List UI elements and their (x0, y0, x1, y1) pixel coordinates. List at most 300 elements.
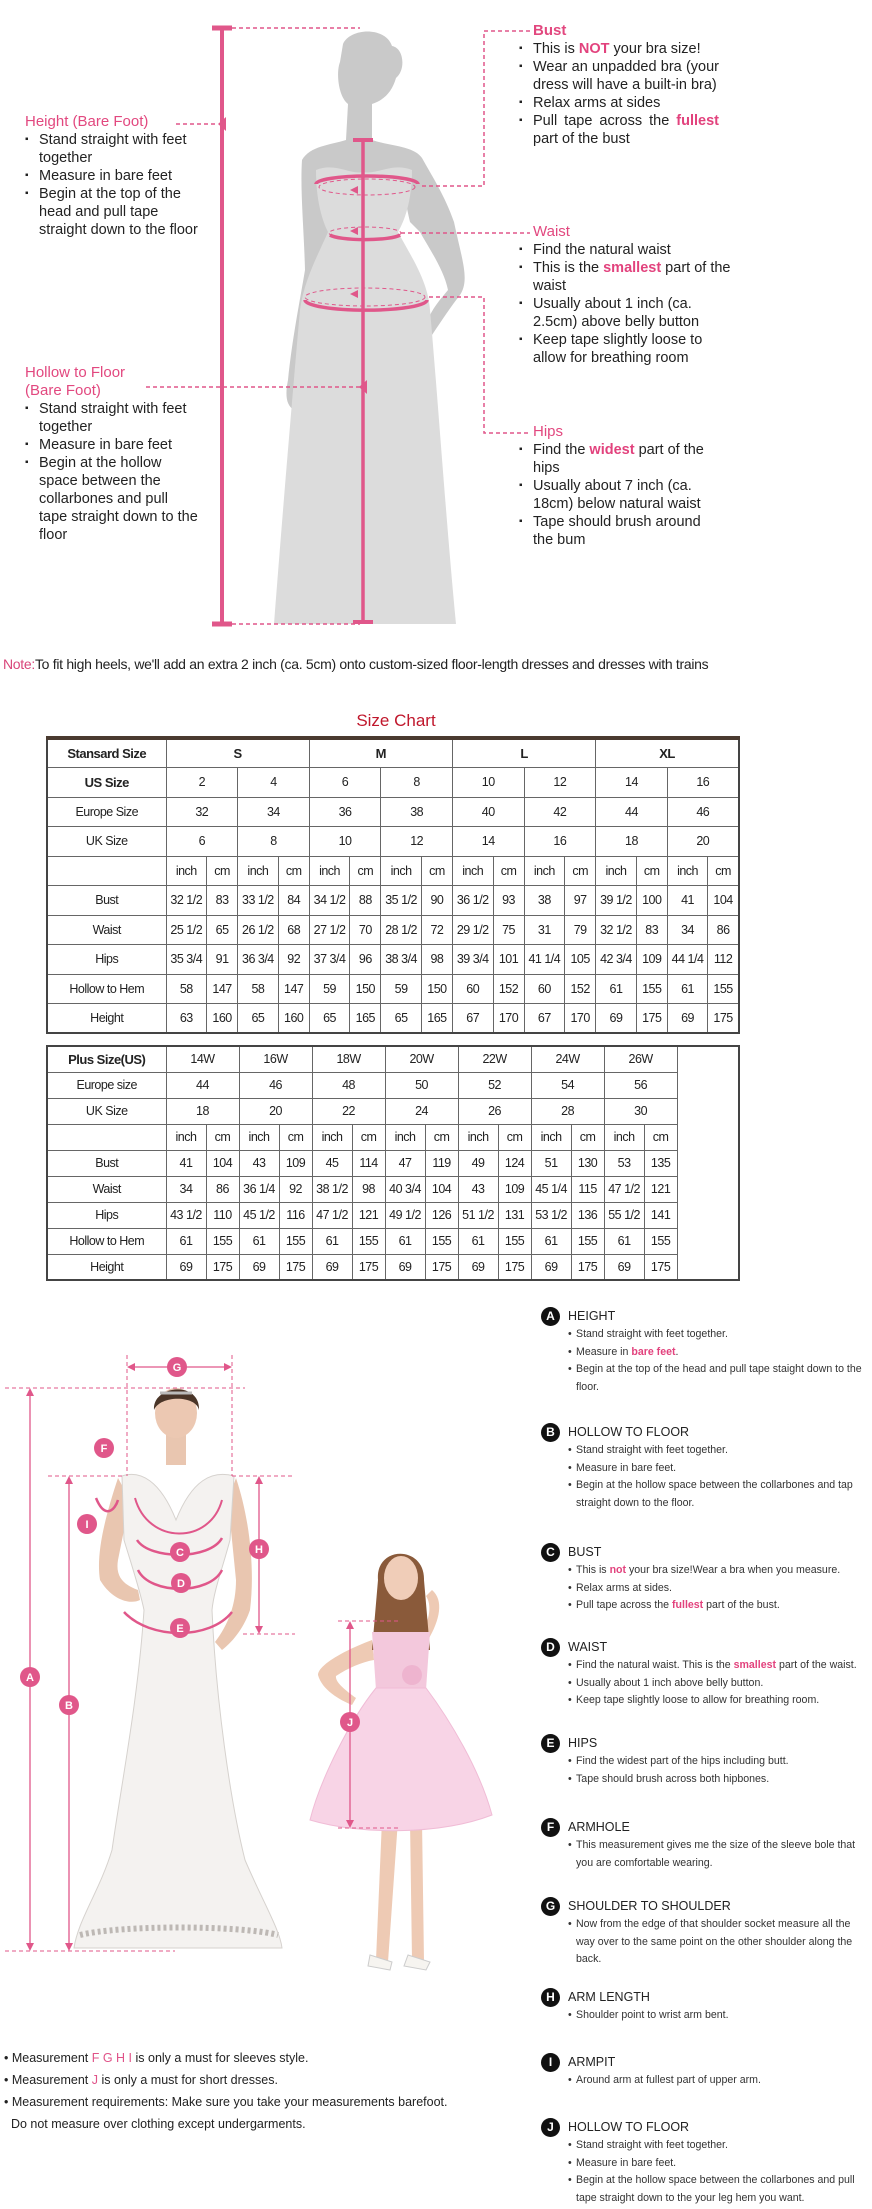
table-cell: 36 1/2 (452, 886, 493, 916)
list-item (568, 1580, 872, 1598)
table-cell: 8 (238, 827, 310, 857)
text-segment: Pull tape across the (533, 113, 677, 129)
header-label: Plus Size(US) (47, 1046, 166, 1072)
instruction-list (541, 1562, 872, 1615)
list-item (519, 295, 731, 331)
note-line (4, 2069, 447, 2091)
highlight-text: widest (589, 442, 635, 458)
table-cell: 30 (604, 1098, 677, 1124)
table-cell: 33 1/2 (238, 886, 279, 916)
text-segment: Find the natural waist (533, 242, 671, 258)
unit-cell: cm (644, 1124, 677, 1150)
table-cell: 29 1/2 (452, 915, 493, 945)
height-instructions (25, 113, 200, 239)
instruction-hollow-to-floor (541, 1422, 872, 1512)
instruction-list (541, 1326, 872, 1396)
table-cell: 101 (493, 945, 524, 975)
table-cell: 91 (207, 945, 238, 975)
table-cell: 136 (571, 1202, 604, 1228)
row-label: Bust (47, 886, 166, 916)
unit-cell: cm (206, 1124, 239, 1150)
table-cell: 61 (458, 1228, 498, 1254)
list-item (568, 1675, 872, 1693)
table-cell: 93 (493, 886, 524, 916)
text-segment: Measure in bare feet (39, 437, 172, 453)
text-segment: Usually about 1 inch above belly button. (576, 1676, 764, 1689)
text-segment: Pull tape across the (576, 1599, 672, 1611)
table-cell: 39 1/2 (596, 886, 637, 916)
unit-cell: inch (239, 1124, 279, 1150)
table-cell: 155 (279, 1228, 312, 1254)
text-segment: your bra size!Wear a bra when you measure. (626, 1564, 841, 1576)
list-item (519, 477, 719, 513)
table-row (47, 1004, 739, 1034)
table-cell: 58 (238, 974, 279, 1004)
bottom-notes (4, 2047, 447, 2135)
text-segment: • Measurement (4, 2073, 92, 2087)
unit-cell: cm (207, 856, 238, 886)
size-cell: 14W (166, 1046, 239, 1072)
text-segment: Keep tape slightly loose to allow for breathing room. (576, 1694, 820, 1706)
table-cell: 20 (667, 827, 739, 857)
text-segment: This measurement gives me the size of the sleeve bole that you are comfortable wearing. (576, 1839, 856, 1869)
list-item (568, 2007, 872, 2025)
instruction-title: ARM LENGTH (568, 1990, 650, 2004)
instruction-title: ARMPIT (568, 2055, 616, 2069)
text-segment: part of the waist (533, 260, 731, 294)
table-cell: 45 (312, 1150, 352, 1176)
table-cell: 54 (531, 1072, 604, 1098)
size-cell: 22W (458, 1046, 531, 1072)
table-cell: 116 (279, 1202, 312, 1228)
row-label: Waist (47, 915, 166, 945)
table-cell: 175 (425, 1254, 458, 1280)
table-cell: 61 (239, 1228, 279, 1254)
text-segment: • Measurement requirements: Make sure you take your measurements barefoot. (4, 2095, 448, 2109)
text-segment: This is (576, 1564, 610, 1576)
letter-badge-icon: F (541, 1818, 560, 1837)
measurement-silhouette-diagram (0, 0, 872, 640)
table-cell: 92 (279, 1176, 312, 1202)
size-group: S (166, 738, 309, 768)
table-cell: 121 (352, 1202, 385, 1228)
table-cell: 38 (381, 797, 453, 827)
list-item (519, 331, 731, 367)
table-cell: 46 (239, 1072, 312, 1098)
table-cell: 109 (279, 1150, 312, 1176)
table-cell: 51 1/2 (458, 1202, 498, 1228)
size-group: L (452, 738, 595, 768)
table-row (47, 1254, 739, 1280)
text-segment: This is (533, 41, 579, 57)
label-i: I (85, 1519, 89, 1531)
table-cell: 53 (604, 1150, 644, 1176)
instruction-list (541, 1837, 872, 1872)
unit-cell: inch (667, 856, 708, 886)
table-cell: 40 3/4 (385, 1176, 425, 1202)
text-segment: Begin at the hollow space between the collarbones and tap straight down to the floor. (576, 1479, 853, 1509)
list-item (25, 454, 200, 544)
table-row (47, 1176, 739, 1202)
table-cell: 8 (381, 768, 453, 798)
table-cell: 39 3/4 (452, 945, 493, 975)
table-cell: 18 (596, 827, 668, 857)
highlight-text: F G H I (91, 2051, 133, 2065)
table-cell: 43 1/2 (166, 1202, 206, 1228)
table-cell: 131 (498, 1202, 531, 1228)
table-cell: 69 (531, 1254, 571, 1280)
table-cell: 155 (571, 1228, 604, 1254)
table-cell: 25 1/2 (166, 915, 207, 945)
list-item (519, 112, 719, 148)
table-cell: 35 1/2 (381, 886, 422, 916)
table-cell: 42 3/4 (596, 945, 637, 975)
table-cell: 155 (425, 1228, 458, 1254)
unit-cell: inch (381, 856, 422, 886)
text-segment: Begin at the hollow space between the collarbones and pull tape straight down to the your leg hem you want. (576, 2174, 855, 2204)
instruction-title: HOLLOW TO FLOOR (568, 2120, 690, 2134)
instruction-arm-length (541, 1987, 872, 2025)
table-cell: 155 (498, 1228, 531, 1254)
table-cell: 26 (458, 1098, 531, 1124)
table-cell: 65 (381, 1004, 422, 1034)
size-group: XL (596, 738, 739, 768)
list-item (568, 1344, 872, 1362)
text-segment: Measure in bare feet. (576, 2156, 677, 2169)
list-item (568, 1916, 872, 1969)
text-segment: part of the bust. (703, 1599, 780, 1611)
table-cell: 41 (667, 886, 708, 916)
instruction-list (541, 1916, 872, 1969)
table-cell: 31 (524, 915, 565, 945)
table-cell: 45 1/4 (531, 1176, 571, 1202)
table-cell: 60 (524, 974, 565, 1004)
table-cell: 175 (708, 1004, 739, 1034)
instruction-heading (541, 2117, 872, 2137)
short-dress-model (310, 1554, 492, 1970)
table-cell: 155 (206, 1228, 239, 1254)
unit-cell: inch (524, 856, 565, 886)
table-cell: 84 (278, 886, 309, 916)
text-segment: Keep tape slightly loose to allow for breathing room (533, 332, 703, 366)
list-item (568, 1753, 872, 1771)
table-cell: 60 (452, 974, 493, 1004)
table-cell: 72 (421, 915, 452, 945)
note-line (4, 2091, 447, 2113)
list-item (519, 94, 719, 112)
highlight-text: not (609, 1564, 627, 1576)
table-cell: 175 (571, 1254, 604, 1280)
unit-cell: cm (708, 856, 739, 886)
row-label: US Size (47, 768, 166, 798)
unit-cell: cm (493, 856, 524, 886)
table-cell: 175 (206, 1254, 239, 1280)
instruction-heading (541, 1896, 872, 1916)
waist-list (519, 241, 731, 367)
table-cell: 86 (206, 1176, 239, 1202)
table-cell: 112 (708, 945, 739, 975)
size-cell: 24W (531, 1046, 604, 1072)
table-cell: 47 1/2 (312, 1202, 352, 1228)
text-segment: Wear an unpadded bra (your dress will have a built-in bra) (533, 59, 719, 93)
text-segment: your bra size! (609, 41, 701, 57)
row-label: Height (47, 1004, 166, 1034)
highlight-text: fullest (672, 1599, 704, 1611)
table-row (47, 797, 739, 827)
text-segment: This is the (533, 260, 604, 276)
hollow-title: Hollow to Floor (Bare Foot) (25, 364, 126, 399)
hips-list (519, 441, 719, 549)
table-row (47, 827, 739, 857)
table-cell: 124 (498, 1150, 531, 1176)
table-cell: 59 (381, 974, 422, 1004)
table-cell: 69 (239, 1254, 279, 1280)
unit-cell: inch (166, 1124, 206, 1150)
text-segment: Now from the edge of that shoulder socket measure all the way over to the same point on the other shoulder along the back. (576, 1918, 853, 1965)
list-item (568, 1597, 872, 1615)
text-segment: Begin at the hollow space between the collarbones and pull tape straight down to the floor (39, 455, 198, 543)
silhouette-figure (274, 32, 465, 625)
table-cell: 130 (571, 1150, 604, 1176)
table-row (47, 738, 739, 768)
text-segment: Measure in bare feet. (576, 1461, 677, 1474)
list-item (568, 1477, 872, 1512)
table-cell: 175 (279, 1254, 312, 1280)
hollow-instructions (25, 364, 200, 544)
unit-cell: inch (238, 856, 279, 886)
table-cell: 34 (667, 915, 708, 945)
instruction-title: HIPS (568, 1736, 598, 1750)
list-item (568, 2155, 872, 2173)
row-label: Hips (47, 1202, 166, 1228)
text-segment: Usually about 7 inch (ca. 18cm) below natural waist (533, 478, 701, 512)
text-segment: Stand straight with feet together. (576, 1444, 728, 1456)
table-cell: 43 (239, 1150, 279, 1176)
table-cell: 83 (636, 915, 667, 945)
table-cell: 47 1/2 (604, 1176, 644, 1202)
table-cell: 92 (278, 945, 309, 975)
instruction-bust (541, 1542, 872, 1615)
table-cell: 97 (565, 886, 596, 916)
table-cell: 14 (596, 768, 668, 798)
instruction-list (541, 1657, 872, 1710)
table-cell: 61 (166, 1228, 206, 1254)
table-cell: 49 1/2 (385, 1202, 425, 1228)
table-cell: 155 (352, 1228, 385, 1254)
table-cell: 165 (421, 1004, 452, 1034)
table-cell: 79 (565, 915, 596, 945)
hips-instructions (519, 423, 719, 549)
table-cell: 65 (207, 915, 238, 945)
table-cell: 69 (667, 1004, 708, 1034)
table-cell: 70 (350, 915, 381, 945)
table-row (47, 974, 739, 1004)
table-cell: 104 (425, 1176, 458, 1202)
size-cell: 26W (604, 1046, 677, 1072)
text-segment: Relax arms at sides. (576, 1581, 672, 1594)
row-label: Waist (47, 1176, 166, 1202)
instruction-title: HOLLOW TO FLOOR (568, 1425, 690, 1439)
table-cell: 155 (644, 1228, 677, 1254)
list-item (519, 58, 719, 94)
instruction-heading (541, 1542, 872, 1562)
table-row (47, 1046, 739, 1072)
table-cell: 98 (352, 1176, 385, 1202)
unit-cell: inch (604, 1124, 644, 1150)
unit-cell: inch (596, 856, 637, 886)
instruction-list (541, 2137, 872, 2207)
list-item (568, 2072, 872, 2090)
text-segment: Tape should brush around the bum (533, 514, 701, 548)
table-row (47, 886, 739, 916)
unit-cell: cm (498, 1124, 531, 1150)
text-segment: Shoulder point to wrist arm bent. (576, 2009, 729, 2021)
label-d: D (177, 1578, 185, 1590)
table-cell: 96 (350, 945, 381, 975)
instruction-waist (541, 1637, 872, 1710)
table-cell: 38 (524, 886, 565, 916)
highlight-text: smallest (733, 1659, 777, 1671)
table-cell: 32 1/2 (596, 915, 637, 945)
table-cell: 160 (278, 1004, 309, 1034)
text-segment: Stand straight with feet together (39, 132, 187, 166)
text-segment: Tape should brush across both hipbones. (576, 1772, 770, 1785)
height-list (25, 131, 200, 239)
instruction-hips (541, 1733, 872, 1788)
letter-badge-icon: A (541, 1307, 560, 1326)
unit-cell: cm (279, 1124, 312, 1150)
instruction-height (541, 1306, 872, 1396)
table-row (47, 1202, 739, 1228)
instruction-title: SHOULDER TO SHOULDER (568, 1899, 731, 1913)
list-item (519, 513, 719, 549)
bust-list (519, 40, 719, 148)
row-label: Hips (47, 945, 166, 975)
text-segment: Find the widest part of the hips including butt. (576, 1755, 789, 1767)
list-item (519, 241, 731, 259)
table-cell: 46 (667, 797, 739, 827)
table-cell: 38 3/4 (381, 945, 422, 975)
table-cell: 150 (350, 974, 381, 1004)
table-cell: 41 1/4 (524, 945, 565, 975)
unit-cell: inch (312, 1124, 352, 1150)
table-cell: 36 (309, 797, 381, 827)
table-cell: 61 (596, 974, 637, 1004)
table-row (47, 856, 739, 886)
row-label: UK Size (47, 1098, 166, 1124)
label-h: H (255, 1544, 263, 1556)
table-cell: 36 1/4 (239, 1176, 279, 1202)
unit-cell: inch (309, 856, 350, 886)
table-cell: 16 (667, 768, 739, 798)
unit-cell: inch (458, 1124, 498, 1150)
text-segment: . (675, 1345, 679, 1358)
text-segment: • Measurement (4, 2051, 92, 2065)
table-row (47, 1124, 739, 1150)
row-label: Europe size (47, 1072, 166, 1098)
table-cell: 175 (636, 1004, 667, 1034)
table-cell: 34 (166, 1176, 206, 1202)
table-cell: 69 (596, 1004, 637, 1034)
letter-badge-icon: H (541, 1988, 560, 2007)
table-cell: 48 (312, 1072, 385, 1098)
text-segment: is only a must for short dresses. (98, 2073, 278, 2087)
waist-title: Waist (533, 223, 570, 240)
table-cell: 44 1/4 (667, 945, 708, 975)
text-segment: Around arm at fullest part of upper arm. (576, 2074, 761, 2086)
table-row (47, 915, 739, 945)
table-cell: 44 (596, 797, 668, 827)
list-item (568, 1657, 872, 1675)
table-cell: 6 (166, 827, 238, 857)
table-cell: 105 (565, 945, 596, 975)
list-item (568, 1442, 872, 1460)
unit-cell: inch (452, 856, 493, 886)
label-g: G (172, 1362, 182, 1374)
table-cell: 175 (352, 1254, 385, 1280)
instruction-list (541, 2072, 872, 2090)
text-segment: Begin at the top of the head and pull tape straight down to the floor (39, 186, 198, 238)
table-cell: 36 3/4 (238, 945, 279, 975)
instruction-armpit (541, 2052, 872, 2090)
header-label: Stansard Size (47, 738, 166, 768)
table-cell: 121 (644, 1176, 677, 1202)
table-cell: 22 (312, 1098, 385, 1124)
row-label: Hollow to Hem (47, 1228, 166, 1254)
height-title: Height (Bare Foot) (25, 113, 149, 130)
note-line (4, 2047, 447, 2069)
instruction-title: ARMHOLE (568, 1820, 630, 1834)
table-cell: 59 (309, 974, 350, 1004)
table-cell: 12 (381, 827, 453, 857)
text-segment: Measure in bare feet (39, 168, 172, 184)
standard-size-table (46, 736, 740, 1034)
table-cell: 114 (352, 1150, 385, 1176)
label-a: A (26, 1672, 34, 1684)
text-segment: Relax arms at sides (533, 95, 661, 111)
table-cell: 45 1/2 (239, 1202, 279, 1228)
list-item (25, 185, 200, 239)
table-cell: 141 (644, 1202, 677, 1228)
row-label: Bust (47, 1150, 166, 1176)
letter-badge-icon: G (541, 1897, 560, 1916)
text-segment: Stand straight with feet together (39, 401, 187, 435)
text-segment: is only a must for sleeves style. (132, 2051, 309, 2065)
table-cell: 43 (458, 1176, 498, 1202)
table-cell: 109 (636, 945, 667, 975)
table-row (47, 1072, 739, 1098)
instruction-title: HEIGHT (568, 1309, 616, 1323)
instruction-title: WAIST (568, 1640, 608, 1654)
text-segment: part of the bust (533, 131, 630, 147)
text-segment: Find the (533, 442, 590, 458)
size-chart-title: Size Chart (356, 711, 436, 730)
unit-cell: cm (421, 856, 452, 886)
instruction-hollow-to-floor (541, 2117, 872, 2207)
waist-instructions (519, 223, 731, 367)
table-cell: 126 (425, 1202, 458, 1228)
bust-instructions (519, 22, 719, 148)
hips-title: Hips (533, 423, 564, 440)
list-item (25, 436, 200, 454)
text-segment: Begin at the top of the head and pull tape staight down to the floor. (576, 1363, 862, 1393)
table-cell: 58 (166, 974, 207, 1004)
letter-badge-icon: B (541, 1423, 560, 1442)
table-cell: 65 (309, 1004, 350, 1034)
table-cell: 65 (238, 1004, 279, 1034)
list-item (568, 1771, 872, 1789)
table-cell: 34 1/2 (309, 886, 350, 916)
